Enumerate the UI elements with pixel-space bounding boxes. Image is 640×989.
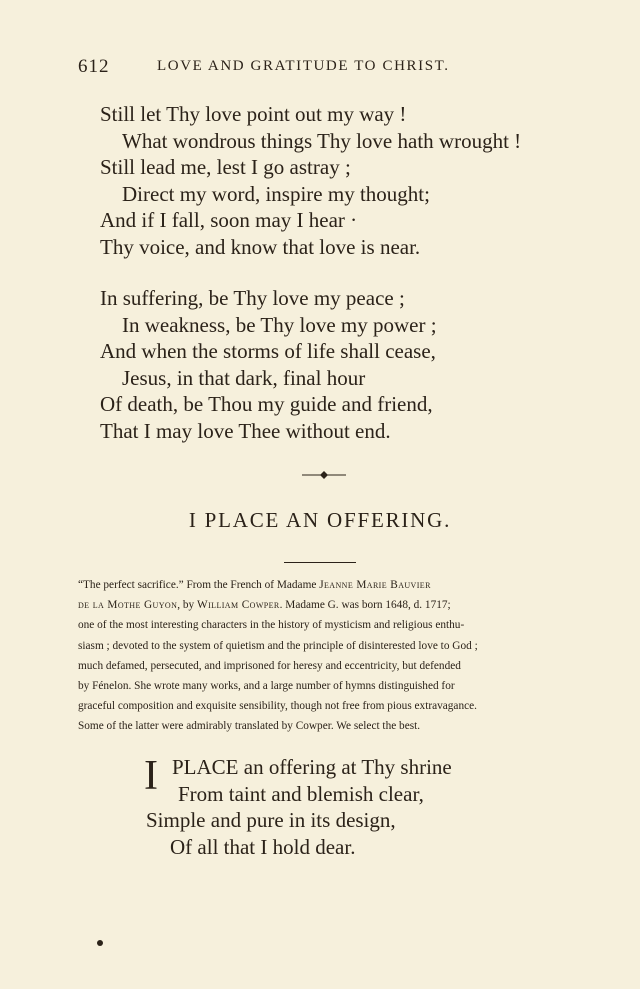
poem-line: What wondrous things Thy love hath wrought ! [122,128,522,153]
note-line: siasm ; devoted to the system of quietism and the principle of disinterested love to God ; [78,639,478,652]
poem-line: Still lead me, lest I go astray ; [100,155,351,179]
poem-stanza-2 [100,285,580,444]
translator-name: William Cowper [197,599,280,612]
note-line [78,595,570,615]
ink-speck [97,940,103,946]
hymn-note [78,575,570,737]
poem-line: And when the storms of life shall cease, [100,339,436,363]
note-line: much defamed, persecuted, and imprisoned for heresy and eccentricity, but defended [78,659,461,672]
title-rule [284,562,356,563]
poem-line: In weakness, be Thy love my power ; [122,312,437,337]
note-line [78,575,570,595]
hymn-stanza-1 [146,754,586,860]
note-line: Some of the latter were admirably translated by Cowper. We select the best. [78,720,421,733]
note-text: . Madame G. was born 1648, d. 1717; [279,599,451,612]
poem-stanza-1 [100,101,580,260]
author-name: de la Mothe Guyon [78,599,178,612]
note-line: by Fénelon. She wrote many works, and a large number of hymns distinguished for [78,680,455,693]
note-line: graceful composition and exquisite sensibility, though not free from pious extravagance. [78,700,477,713]
author-name: Jeanne Marie Bauvier [319,579,431,591]
poem-line: In suffering, be Thy love my peace ; [100,286,405,310]
hymn-line: PLACE an offering at Thy shrine [172,755,452,779]
note-text: “The perfect sacrifice.” From the French of Madame [78,579,320,591]
hymn-line: Of all that I hold dear. [170,834,356,859]
poem-line: Direct my word, inspire my thought; [122,181,430,206]
poem-line: Thy voice, and know that love is near. [100,234,421,259]
hymn-line: Simple and pure in its design, [146,808,396,832]
hymn-title: I PLACE AN OFFERING. [188,508,452,532]
note-line: one of the most interesting characters in the history of mysticism and religious enthu- [78,619,465,632]
poem-line: Jesus, in that dark, final hour [122,365,366,390]
running-head: LOVE AND GRATITUDE TO CHRIST. [157,58,450,74]
page-number: 612 [78,56,110,77]
note-text: , by [177,599,198,612]
drop-cap: I [144,753,158,799]
page-header [78,56,496,80]
poem-line: And if I fall, soon may I hear · [100,208,358,232]
hymn-line: From taint and blemish clear, [178,781,424,806]
poem-line: Of death, be Thou my guide and friend, [100,392,433,416]
section-divider-ornament [300,468,348,482]
poem-line: Still let Thy love point out my way ! [100,102,407,126]
poem-line: That I may love Thee without end. [100,418,391,443]
